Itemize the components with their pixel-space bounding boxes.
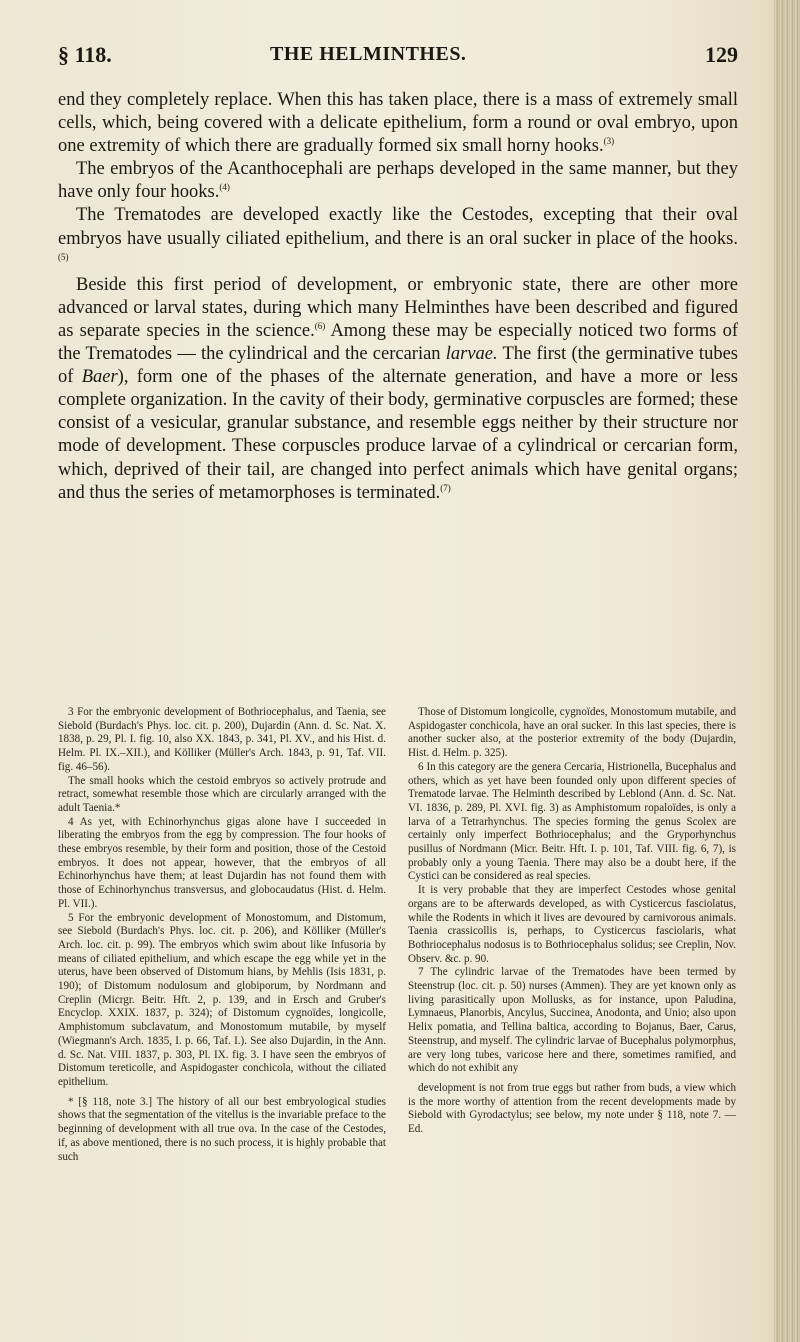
editor-note-left: * [§ 118, note 3.] The history of all our best embryological studies shows that the segmentation of the vitellus is the invariable preface to the beginning of development with all true ova. In the case of the Cestodes, if, as above mentioned, there is no such process, it is highly probable that such [58,1095,386,1163]
footnote-ref-4[interactable]: (4) [219,182,230,193]
footnote-ref-3[interactable]: (3) [603,136,615,147]
footnote-ref-5[interactable]: (5) [58,251,69,262]
footnote-6: 6 In this category are the genera Cercaria, Histrionella, Bucephalus and others, which as yet have been founded only upon different species of Trematode larvae. The Helminth described by Leblond (Ann. d. Sc. Nat. VI. 1836, p. 289, Pl. XVI. fig. 3) as Amphistomum ropaloïdes, is only a larva of a Tetrarhynchus. The species forming the genus Scolex are certainly only imperfect Bothriocephalus; and the Gryporhynchus pusillus of Nordmann (Micr. Beitr. Hft. I. p. 101, Taf. VIII. fig. 6, 7), is probably only a young Taenia. There may also be a doubt here, if the Cystici can be considered as real species. [408,760,736,883]
footnote-3-continued: The small hooks which the cestoid embryos so actively protrude and retract, somewhat resemble those which are circularly arranged with the adult Taenia.* [58,774,386,814]
book-spine-edge [774,0,800,1342]
footnotes-left-column [58,706,386,1164]
page-number: 129 [705,42,738,67]
footnote-6-continued: It is very probable that they are imperfect Cestodes whose genital organs are to be afterwards developed, as with Cysticercus fasciolatus, while the Rodents in which it lives are devoured by carnivorous animals. Taenia crassicollis is, perhaps, to Cysticercus fasciolaris, what Bothriocephalus nodosus is to Bothriocephalus solidus; see Creplin, Nov. Observ. &c. p. 90. [408,884,736,965]
running-header [58,42,738,72]
running-title: THE HELMINTHES. [270,43,467,65]
footnote-3: 3 For the embryonic development of Bothriocephalus, and Taenia, see Siebold (Burdach's Phys. loc. cit. p. 200), Dujardin (Ann. d. Sc. Nat. X. 1838, p. 29, Pl. I. fig. 10, also XX. 1843, p. 341, Pl. XV., and his Hist. d. Helm. Pl. IX.–XII.), and Kölliker (Müller's Arch. 1843, p. 91, Taf. VII. fig. 46–56). [58,706,386,773]
main-text [58,89,738,505]
footnotes-right-column [408,706,736,1137]
paragraph-larval-states: Beside this first period of development, or embryonic state, there are other more advanced or larval states, during which many Helminthes have been described and figured as separate species in the science.$^{(6)}$ Among these may be especially noticed two forms of the Trematodes — the cylindrical and the cercarian larvae. The first (the germinative tubes of Baer), form one of the phases of the alternate generation, and have a more or less complete organization. In the cavity of their body, germinative corpuscles are formed; these consist of a vesicular, granular substance, and resemble eggs neither by their structure nor mode of development. These corpuscles produce larvae of a cylindrical or cercarian form, which, deprived of their tail, are changed into perfect animals which have genital organs; and thus the series of metamorphoses is terminated.$^{(7)}$ [58,274,738,503]
footnote-ref-6[interactable]: (6) [314,320,326,331]
footnote-4: 4 As yet, with Echinorhynchus gigas alone have I succeeded in liberating the embryos from the egg by compression. The four hooks of these embryos resemble, by their form and position, those of the Cestoid embryos. It does not appear, however, that the embryos of all Echinorhynchus have them; at least Dujardin has not found them with those of Echinorhynchus transversus, and globocaudatus (Hist. d. Helm. Pl. VII.). [58,815,386,910]
footnote-5-continued: Those of Distomum longicolle, cygnoïdes, Monostomum mutabile, and Aspidogaster conchicola, have an oral sucker. In this last species, there is another sucker also, at the posterior extremity of the body (Dujardin, Hist. d. Helm. p. 325). [408,706,736,760]
editor-note-right: development is not from true eggs but rather from buds, a view which is the more worthy of attention from the recent developments made by Siebold with Gyrodactylus; see below, my note under § 118, note 7. — Ed. [408,1081,736,1136]
footnotes [58,706,738,1286]
footnote-ref-7[interactable]: (7) [440,482,451,493]
paragraph-acanthocephali: The embryos of the Acanthocephali are perhaps developed in the same manner, but they have only four hooks.$^{(4)}$ [58,159,738,203]
footnote-7: 7 The cylindric larvae of the Trematodes have been termed by Steenstrup (loc. cit. p. 50) nurses (Ammen). They are yet known only as living parasitically upon Mollusks, as for instance, upon Paludina, Lymnaeus, Planorbis, Ancylus, Succinea, Anodonta, and Unio; also upon Helix pomatia, and Tellina baltica, according to Bojanus, Baer, Carus, Steenstrup, and myself. The cylindric larvae of Bucephalus polymorphus, are very long tubes, varicose here and there, sometimes ramified, and which do not exhibit any [408,966,736,1075]
section-number: § 118. [58,42,112,67]
paragraph-embryo-formation: end they completely replace. When this has taken place, there is a mass of extremely small cells, which, being covered with a delicate epithelium, form a round or oval embryo, upon one extremity of which there are gradually formed six small horny hooks.$^{(3)}$ [58,90,738,157]
footnote-5: 5 For the embryonic development of Monostomum, and Distomum, see Siebold (Burdach's Phys. loc. cit. p. 206), and Kölliker (Müller's Arch. loc. cit. p. 99). The embryos which swim about like Infusoria by means of ciliated epithelium, and which escape the egg while yet in the uterus, have been observed of Distomum hians, by Mehlis (Isis 1831, p. 190); of Distomum nodulosum and globiporum, by Nordmann and Creplin (Micrgr. Beitr. Hft. 2, p. 139, and in Ersch and Gruber's Encyclop. XXIX. 1837, p. 324); of Distomum cygnoïdes, longicolle, Amphistomum subclavatum, and Monostomum mutabile, by myself (Wiegmann's Arch. 1835, I. p. 66, Taf. I.). See also Dujardin, in the Ann. d. Sc. Nat. VIII. 1837, p. 303, Pl. IX. fig. 3. I have seen the embryos of Distomum tereticolle, and Aspidogaster conchicola, without the ciliated epithelium. [58,911,386,1088]
paragraph-trematodes: The Trematodes are developed exactly like the Cestodes, excepting that their oval embryos have usually ciliated epithelium, and there is an oral sucker in place of the hooks.$^{(5)}$ [58,205,738,262]
